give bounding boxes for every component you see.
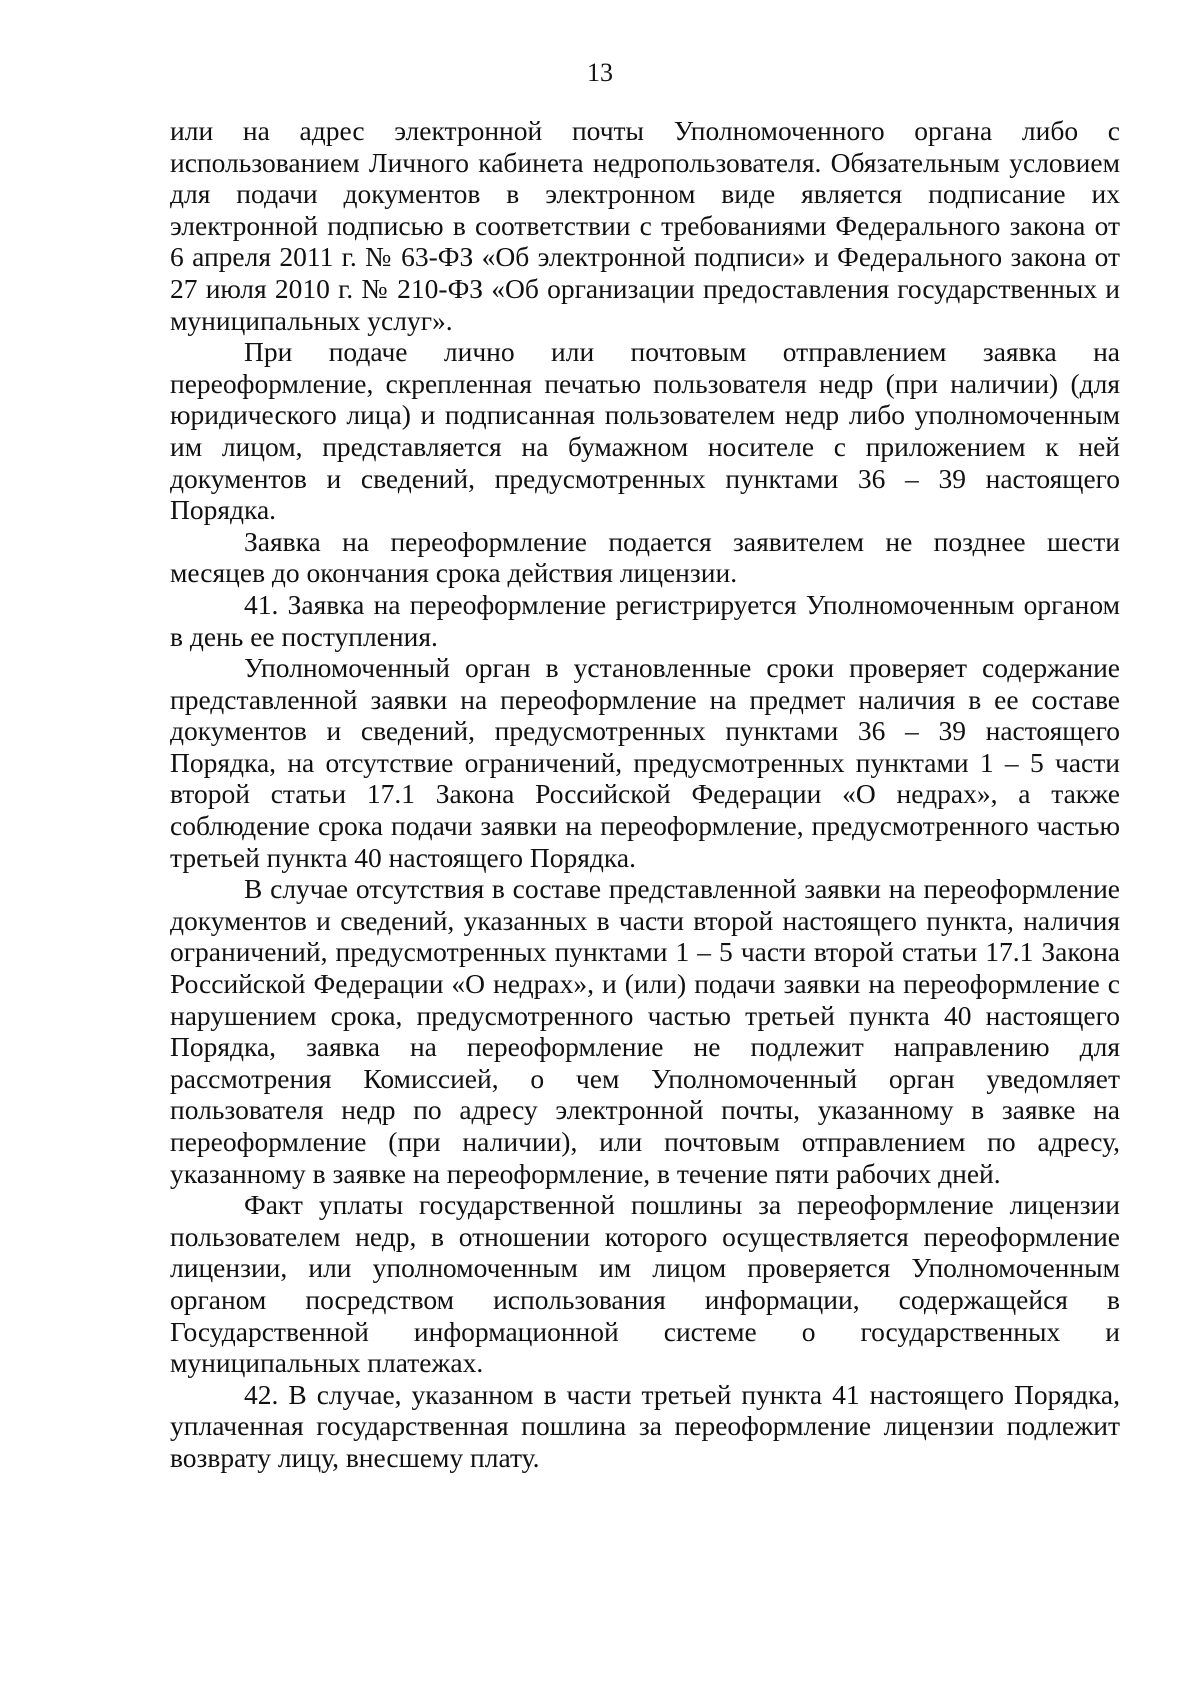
page-number: 13 bbox=[587, 58, 613, 87]
paragraph-application-check: Уполномоченный орган в установленные сроки проверяет содержание представленной заявки на переоформление на предмет наличия в ее составе документов и сведений, предусмотренных пунктами 36 – 39 настоящего Порядка, на отсутствие ограничений, предусмотренных пунктами 1 – 5 части второй статьи 17.1 Закона Российской Федерации «О недрах», а также соблюдение срока подачи заявки на переоформление, предусмотренного частью третьей пункта 40 настоящего Порядка. bbox=[170, 652, 1120, 873]
paragraph-continuation: или на адрес электронной почты Уполномоченного органа либо с использованием Личного кабинета недропользователя. Обязательным условием для подачи документов в электронном виде является подписание их электронной подписью в соответствии с требованиями Федерального закона от 6 апреля 2011 г. № 63-ФЗ «Об электронной подписи» и Федерального закона от 27 июля 2010 г. № 210-ФЗ «Об организации предоставления государственных и муниципальных услуг». bbox=[170, 115, 1120, 336]
paragraph-submission-deadline: Заявка на переоформление подается заявителем не позднее шести месяцев до окончания срока действия лицензии. bbox=[170, 525, 1120, 589]
paragraph-fee-verification: Факт уплаты государственной пошлины за переоформление лицензии пользователем недр, в отношении которого осуществляется переоформление лицензии, или уполномоченным им лицом проверяется Уполномоченным органом посредством использования информации, содержащейся в Государственной информационной системе о государственных и муниципальных платежах. bbox=[170, 1189, 1120, 1379]
paragraph-point-42: 42. В случае, указанном в части третьей пункта 41 настоящего Порядка, уплаченная государственная пошлина за переоформление лицензии подлежит возврату лицу, внесшему плату. bbox=[170, 1378, 1120, 1473]
document-body bbox=[170, 115, 1120, 1474]
paragraph-point-41: 41. Заявка на переоформление регистрируется Уполномоченным органом в день ее поступления. bbox=[170, 588, 1120, 652]
paragraph-rejection-case: В случае отсутствия в составе представленной заявки на переоформление документов и сведений, указанных в части второй настоящего пункта, наличия ограничений, предусмотренных пунктами 1 – 5 части второй статьи 17.1 Закона Российской Федерации «О недрах», и (или) подачи заявки на переоформление с нарушением срока, предусмотренного частью третьей пункта 40 настоящего Порядка, заявка на переоформление не подлежит направлению для рассмотрения Комиссией, о чем Уполномоченный орган уведомляет пользователя недр по адресу электронной почты, указанному в заявке на переоформление (при наличии), или почтовым отправлением по адресу, указанному в заявке на переоформление, в течение пяти рабочих дней. bbox=[170, 873, 1120, 1189]
paragraph-paper-submission: При подаче лично или почтовым отправлением заявка на переоформление, скрепленная печатью пользователя недр (при наличии) (для юридического лица) и подписанная пользователем недр либо уполномоченным им лицом, представляется на бумажном носителе с приложением к ней документов и сведений, предусмотренных пунктами 36 – 39 настоящего Порядка. bbox=[170, 336, 1120, 526]
